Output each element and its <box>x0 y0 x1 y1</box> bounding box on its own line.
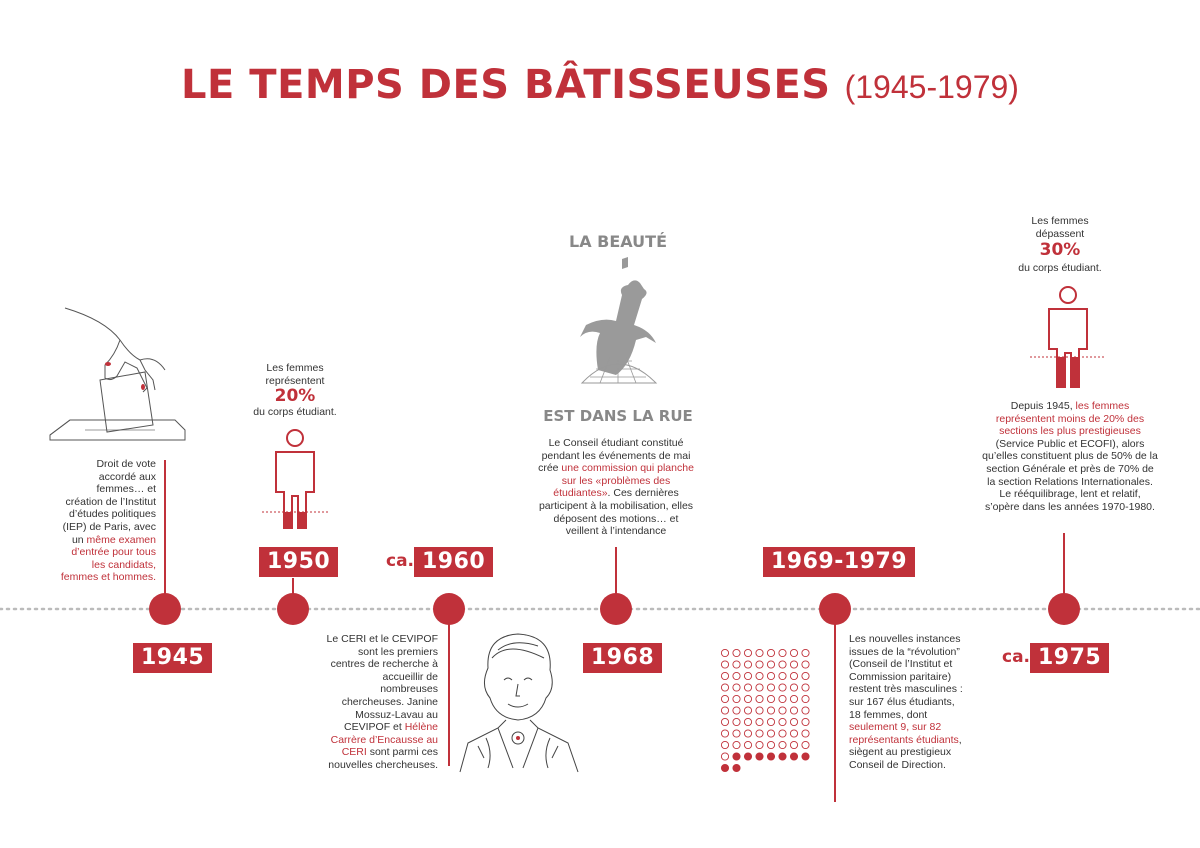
year-1969-1979: 1969-1979 <box>763 547 915 577</box>
year-1950: 1950 <box>259 547 338 577</box>
representative-dot <box>779 661 786 668</box>
representative-dot <box>802 741 809 748</box>
pct-1975: 30% <box>1039 240 1081 260</box>
representative-dot <box>733 718 740 725</box>
representative-dot <box>733 741 740 748</box>
title <box>0 62 1200 108</box>
representative-dot <box>767 684 774 691</box>
page-title: LE TEMPS DES BÂTISSEUSES <box>181 62 831 108</box>
representative-dot <box>756 661 763 668</box>
representative-dot <box>744 741 751 748</box>
representative-dot <box>767 695 774 702</box>
representative-dot-woman <box>721 764 728 771</box>
representative-dot <box>767 672 774 679</box>
representative-dot-woman <box>790 753 797 760</box>
representative-dot <box>744 730 751 737</box>
representative-dot <box>721 707 728 714</box>
representative-dot <box>779 707 786 714</box>
text-1968: Le Conseil étudiant constitué pendant les événements de mai crée une commission qui planche sur les «problèmes des étudiantes». Ces dernières participent à la mobilisation, elles déposent des motions… et veillent à l’intendance <box>538 437 694 538</box>
representative-dot <box>802 718 809 725</box>
representative-dot <box>744 672 751 679</box>
representative-dot <box>721 695 728 702</box>
portrait-researcher-icon <box>458 628 580 772</box>
poster-top-text: LA BEAUTÉ <box>569 232 667 251</box>
timeline-dot-1968 <box>600 593 632 625</box>
representative-dot <box>733 730 740 737</box>
representative-dot <box>790 672 797 679</box>
text-1945: Droit de vote accordé aux femmes… et création de l’Institut d’études politiques (IEP) de Paris, avec un même examen d’entrée pour tous les candidats, femmes et hommes. <box>60 458 156 584</box>
representative-dot <box>756 718 763 725</box>
representative-dot <box>756 695 763 702</box>
representative-dot <box>802 649 809 656</box>
representative-dot <box>767 730 774 737</box>
title-years: (1945-1979) <box>844 69 1019 105</box>
poster-bottom-text: EST DANS LA RUE <box>543 407 693 425</box>
representative-dot <box>721 672 728 679</box>
representative-dot <box>733 649 740 656</box>
connector-1975 <box>1063 533 1065 602</box>
representative-dot <box>733 672 740 679</box>
representative-dot <box>744 707 751 714</box>
representative-dot <box>721 684 728 691</box>
representative-dot <box>756 730 763 737</box>
representative-dot-woman <box>767 753 774 760</box>
year-1945: 1945 <box>133 643 212 673</box>
representative-dot <box>779 730 786 737</box>
timeline-dot-1960 <box>433 593 465 625</box>
representative-dot <box>721 661 728 668</box>
representative-dot <box>779 695 786 702</box>
stat-1950-outro: du corps étudiant. <box>253 406 337 418</box>
person-30-percent-icon <box>1030 285 1106 393</box>
representative-dot <box>744 695 751 702</box>
representative-dot <box>756 741 763 748</box>
representative-dot <box>790 707 797 714</box>
connector-1945 <box>164 460 166 600</box>
representative-dot <box>790 661 797 668</box>
text-1975: Depuis 1945, les femmes représentent moins de 20% des sections les plus prestigieuses (Service Public et ECOFI), alors qu’elles constituent plus de 50% de la section Générale et près de 70% de la section Relations Internationales. Le rééquilibrage, lent et relatif, s’opère dans les années 1970-1980. <box>982 400 1158 513</box>
representative-dot <box>767 707 774 714</box>
representative-dot <box>744 684 751 691</box>
year-1975: 1975 <box>1030 643 1109 673</box>
representative-dot-woman <box>733 764 740 771</box>
representative-dot <box>756 684 763 691</box>
year-1960: 1960 <box>414 547 493 577</box>
representative-dot <box>744 661 751 668</box>
stat-1975-intro: Les femmes dépassent <box>1031 215 1089 240</box>
representative-dot <box>744 718 751 725</box>
representative-dot <box>790 730 797 737</box>
representative-dot-woman <box>802 753 809 760</box>
connector-1960 <box>448 624 450 766</box>
text-1969: Les nouvelles instances issues de la “révolution” (Conseil de l’Institut et Commission paritaire) restent très masculines : sur 167 élus étudiants, 18 femmes, dont seulement 9, sur 82 représentants étudiants, siègent au prestigieux Conseil de Direction. <box>849 633 963 771</box>
representative-dot <box>767 649 774 656</box>
representative-dot <box>802 684 809 691</box>
timeline-dot-1969 <box>819 593 851 625</box>
representative-dot <box>733 661 740 668</box>
representative-dot <box>790 695 797 702</box>
representative-dot <box>733 684 740 691</box>
representative-dot <box>802 661 809 668</box>
representative-dot <box>790 684 797 691</box>
representative-dot <box>756 672 763 679</box>
timeline-dot-1950 <box>277 593 309 625</box>
prefix-1975: ca. <box>1002 647 1031 667</box>
representative-dot <box>790 741 797 748</box>
representative-dot <box>767 718 774 725</box>
representative-dot <box>802 695 809 702</box>
la-beaute-poster-icon <box>543 225 693 430</box>
representative-dot <box>721 649 728 656</box>
representative-dot <box>744 649 751 656</box>
representative-dot <box>779 718 786 725</box>
representative-dot <box>802 672 809 679</box>
representative-dot <box>756 649 763 656</box>
representative-dot-woman <box>779 753 786 760</box>
representative-dot <box>721 741 728 748</box>
text-1960: Le CERI et le CEVIPOF sont les premiers centres de recherche à accueillir de nombreuses chercheuses. Janine Mossuz-Lavau au CEVIPOF et Hélène Carrère d’Encausse au CERI sont parmi ces nouvelles chercheuses. <box>326 633 438 771</box>
representative-dot <box>733 707 740 714</box>
representative-dot <box>779 672 786 679</box>
year-1968: 1968 <box>583 643 662 673</box>
representative-dot <box>779 741 786 748</box>
representative-dot <box>767 741 774 748</box>
representative-dot <box>790 649 797 656</box>
representative-dot <box>767 661 774 668</box>
representative-dot-woman <box>733 753 740 760</box>
stat-1975-outro: du corps étudiant. <box>1018 262 1102 274</box>
connector-1969 <box>834 624 836 802</box>
representative-dot <box>802 707 809 714</box>
representatives-dot-grid <box>720 648 820 778</box>
person-20-percent-icon <box>262 428 328 533</box>
timeline-dot-1945 <box>149 593 181 625</box>
representative-dot <box>733 695 740 702</box>
representative-dot <box>756 707 763 714</box>
representative-dot <box>779 649 786 656</box>
representative-dot <box>721 753 728 760</box>
pct-1950: 20% <box>274 386 316 406</box>
representative-dot <box>721 718 728 725</box>
stat-1950-intro: Les femmes représentent <box>265 362 325 387</box>
representative-dot <box>790 718 797 725</box>
ballot-hand-icon <box>45 300 185 445</box>
representative-dot <box>721 730 728 737</box>
prefix-1960: ca. <box>386 551 415 571</box>
representative-dot <box>802 730 809 737</box>
timeline-dot-1975 <box>1048 593 1080 625</box>
representative-dot-woman <box>744 753 751 760</box>
representative-dot-woman <box>756 753 763 760</box>
representative-dot <box>779 684 786 691</box>
